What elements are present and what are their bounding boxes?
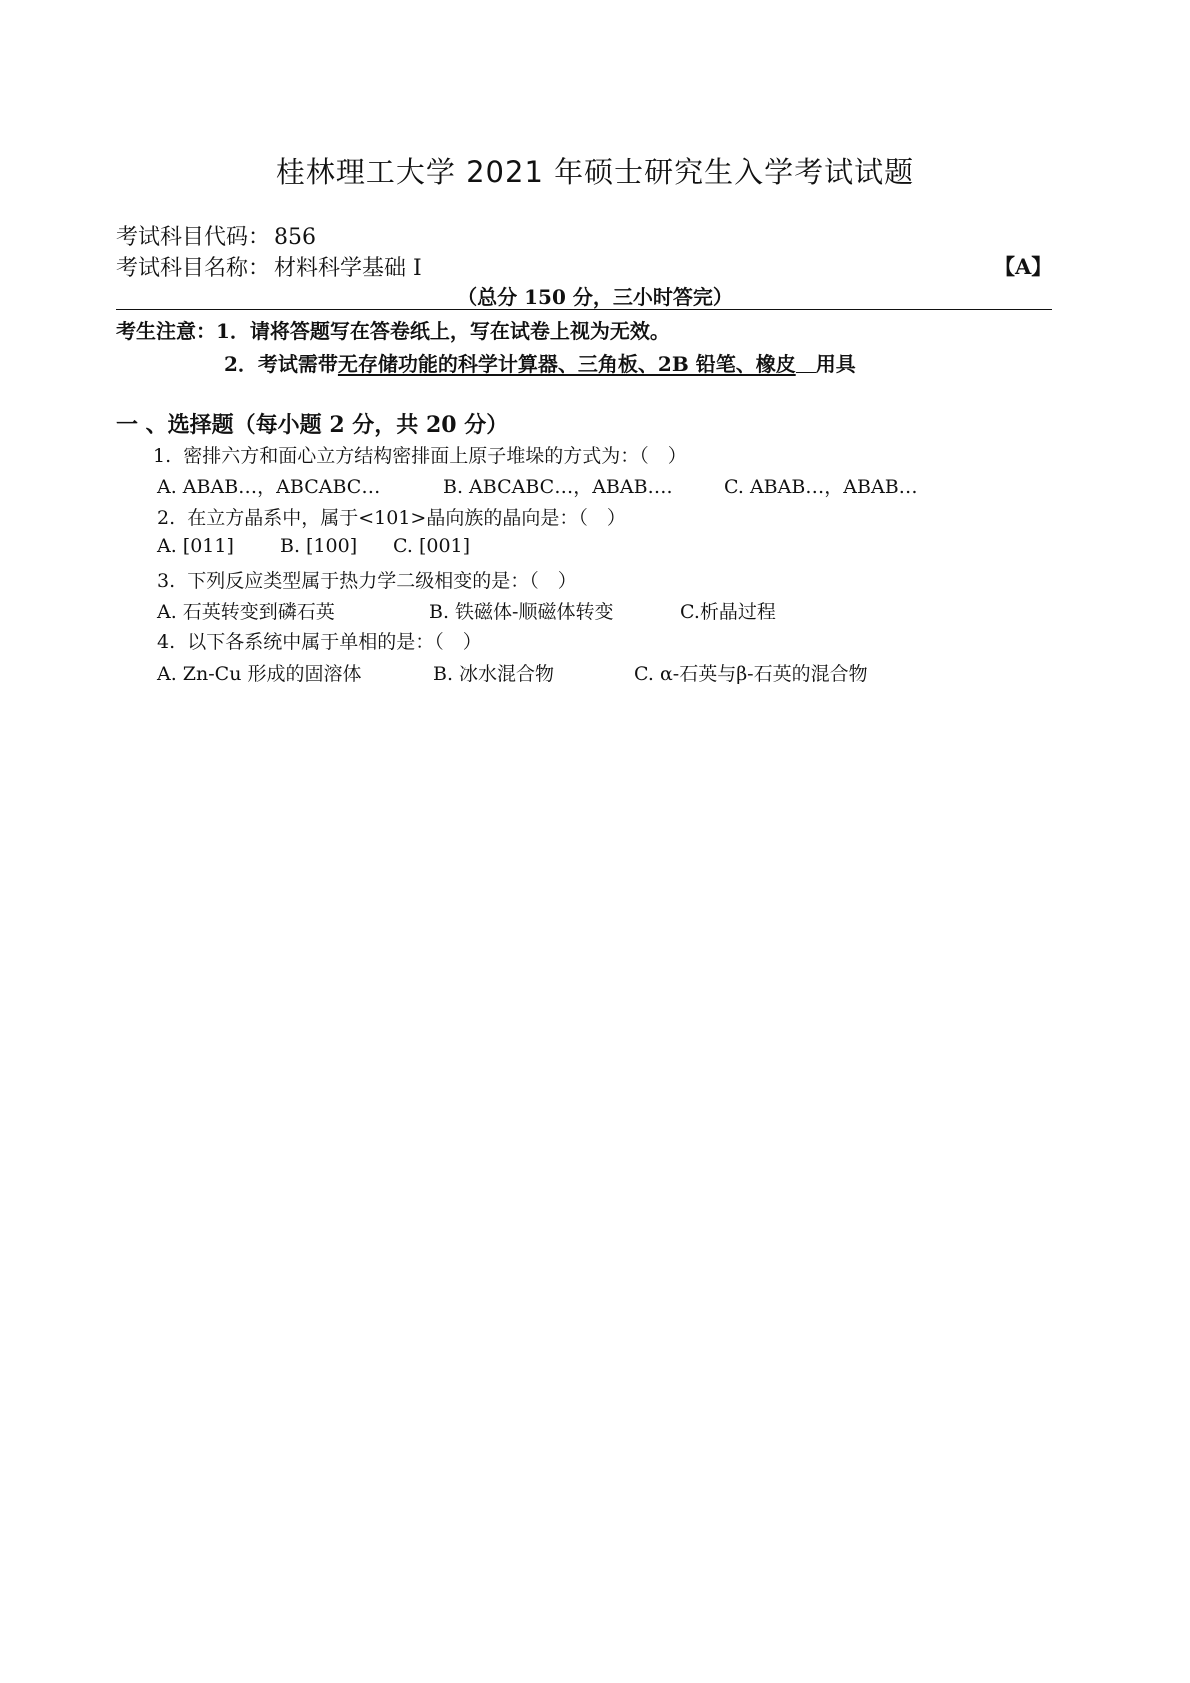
notice-blank-underline (796, 354, 816, 373)
question-4 (157, 627, 482, 654)
question-text: 在立方晶系中，属于<101>晶向族的晶向是：（ ） (187, 507, 626, 529)
header-rule (116, 309, 1052, 310)
question-4-option-a: A. Zn-Cu 形成的固溶体 (157, 663, 362, 685)
notice-prefix: 考生注意： (116, 319, 216, 343)
question-2-option-b: B. [100] (280, 535, 358, 557)
question-2 (157, 503, 626, 530)
subject-code-value: 856 (274, 225, 317, 250)
subject-name-label: 考试科目名称： (116, 256, 271, 281)
question-4-option-b: B. 冰水混合物 (433, 663, 555, 685)
question-2-option-a: A. [011] (157, 535, 234, 557)
question-1 (153, 441, 687, 468)
question-1-option-b: B. ABCABC…，ABAB…. (443, 476, 673, 498)
question-text: 以下各系统中属于单相的是：（ ） (187, 631, 482, 653)
question-number: 2. (157, 507, 176, 529)
section-heading: 一 、选择题（每小题 2 分，共 20 分） (116, 412, 509, 438)
question-3-option-b: B. 铁磁体-顺磁体转变 (429, 601, 614, 623)
notice-item-2-tools: 无存储功能的科学计算器、三角板、2B 铅笔、橡皮 (337, 352, 796, 376)
notice-item-2-suffix: 用具 (815, 352, 856, 376)
subject-name-line (116, 251, 422, 282)
total-score-note: （总分 150 分，三小时答完） (457, 285, 733, 309)
notice-line-2 (224, 348, 856, 377)
notice-line-1 (116, 315, 670, 344)
question-number: 3. (157, 570, 176, 592)
question-2-option-c: C. [001] (393, 535, 471, 557)
subject-code-label: 考试科目代码： (116, 225, 271, 250)
question-number: 1. (153, 445, 172, 467)
question-1-option-c: C. ABAB…，ABAB… (724, 476, 918, 498)
notice-item-1: 1．请将答题写在答卷纸上，写在试卷上视为无效。 (216, 319, 670, 343)
notice-item-2-prefix: 2．考试需带 (224, 352, 338, 376)
question-3-option-a: A. 石英转变到磷石英 (157, 601, 335, 623)
exam-title: 桂林理工大学 2021 年硕士研究生入学考试试题 (275, 155, 915, 189)
question-4-option-c: C. α-石英与β-石英的混合物 (634, 663, 868, 685)
subject-name-value: 材料科学基础 I (274, 256, 422, 281)
subject-code-line (116, 220, 316, 251)
question-1-option-a: A. ABAB…，ABCABC… (157, 476, 381, 498)
question-text: 下列反应类型属于热力学二级相变的是：（ ） (187, 570, 577, 592)
question-3 (157, 566, 577, 593)
question-text: 密排六方和面心立方结构密排面上原子堆垛的方式为：（ ） (183, 445, 687, 467)
question-3-option-c: C.析晶过程 (680, 601, 776, 623)
paper-version-mark: 【A】 (994, 254, 1053, 279)
question-number: 4. (157, 631, 176, 653)
